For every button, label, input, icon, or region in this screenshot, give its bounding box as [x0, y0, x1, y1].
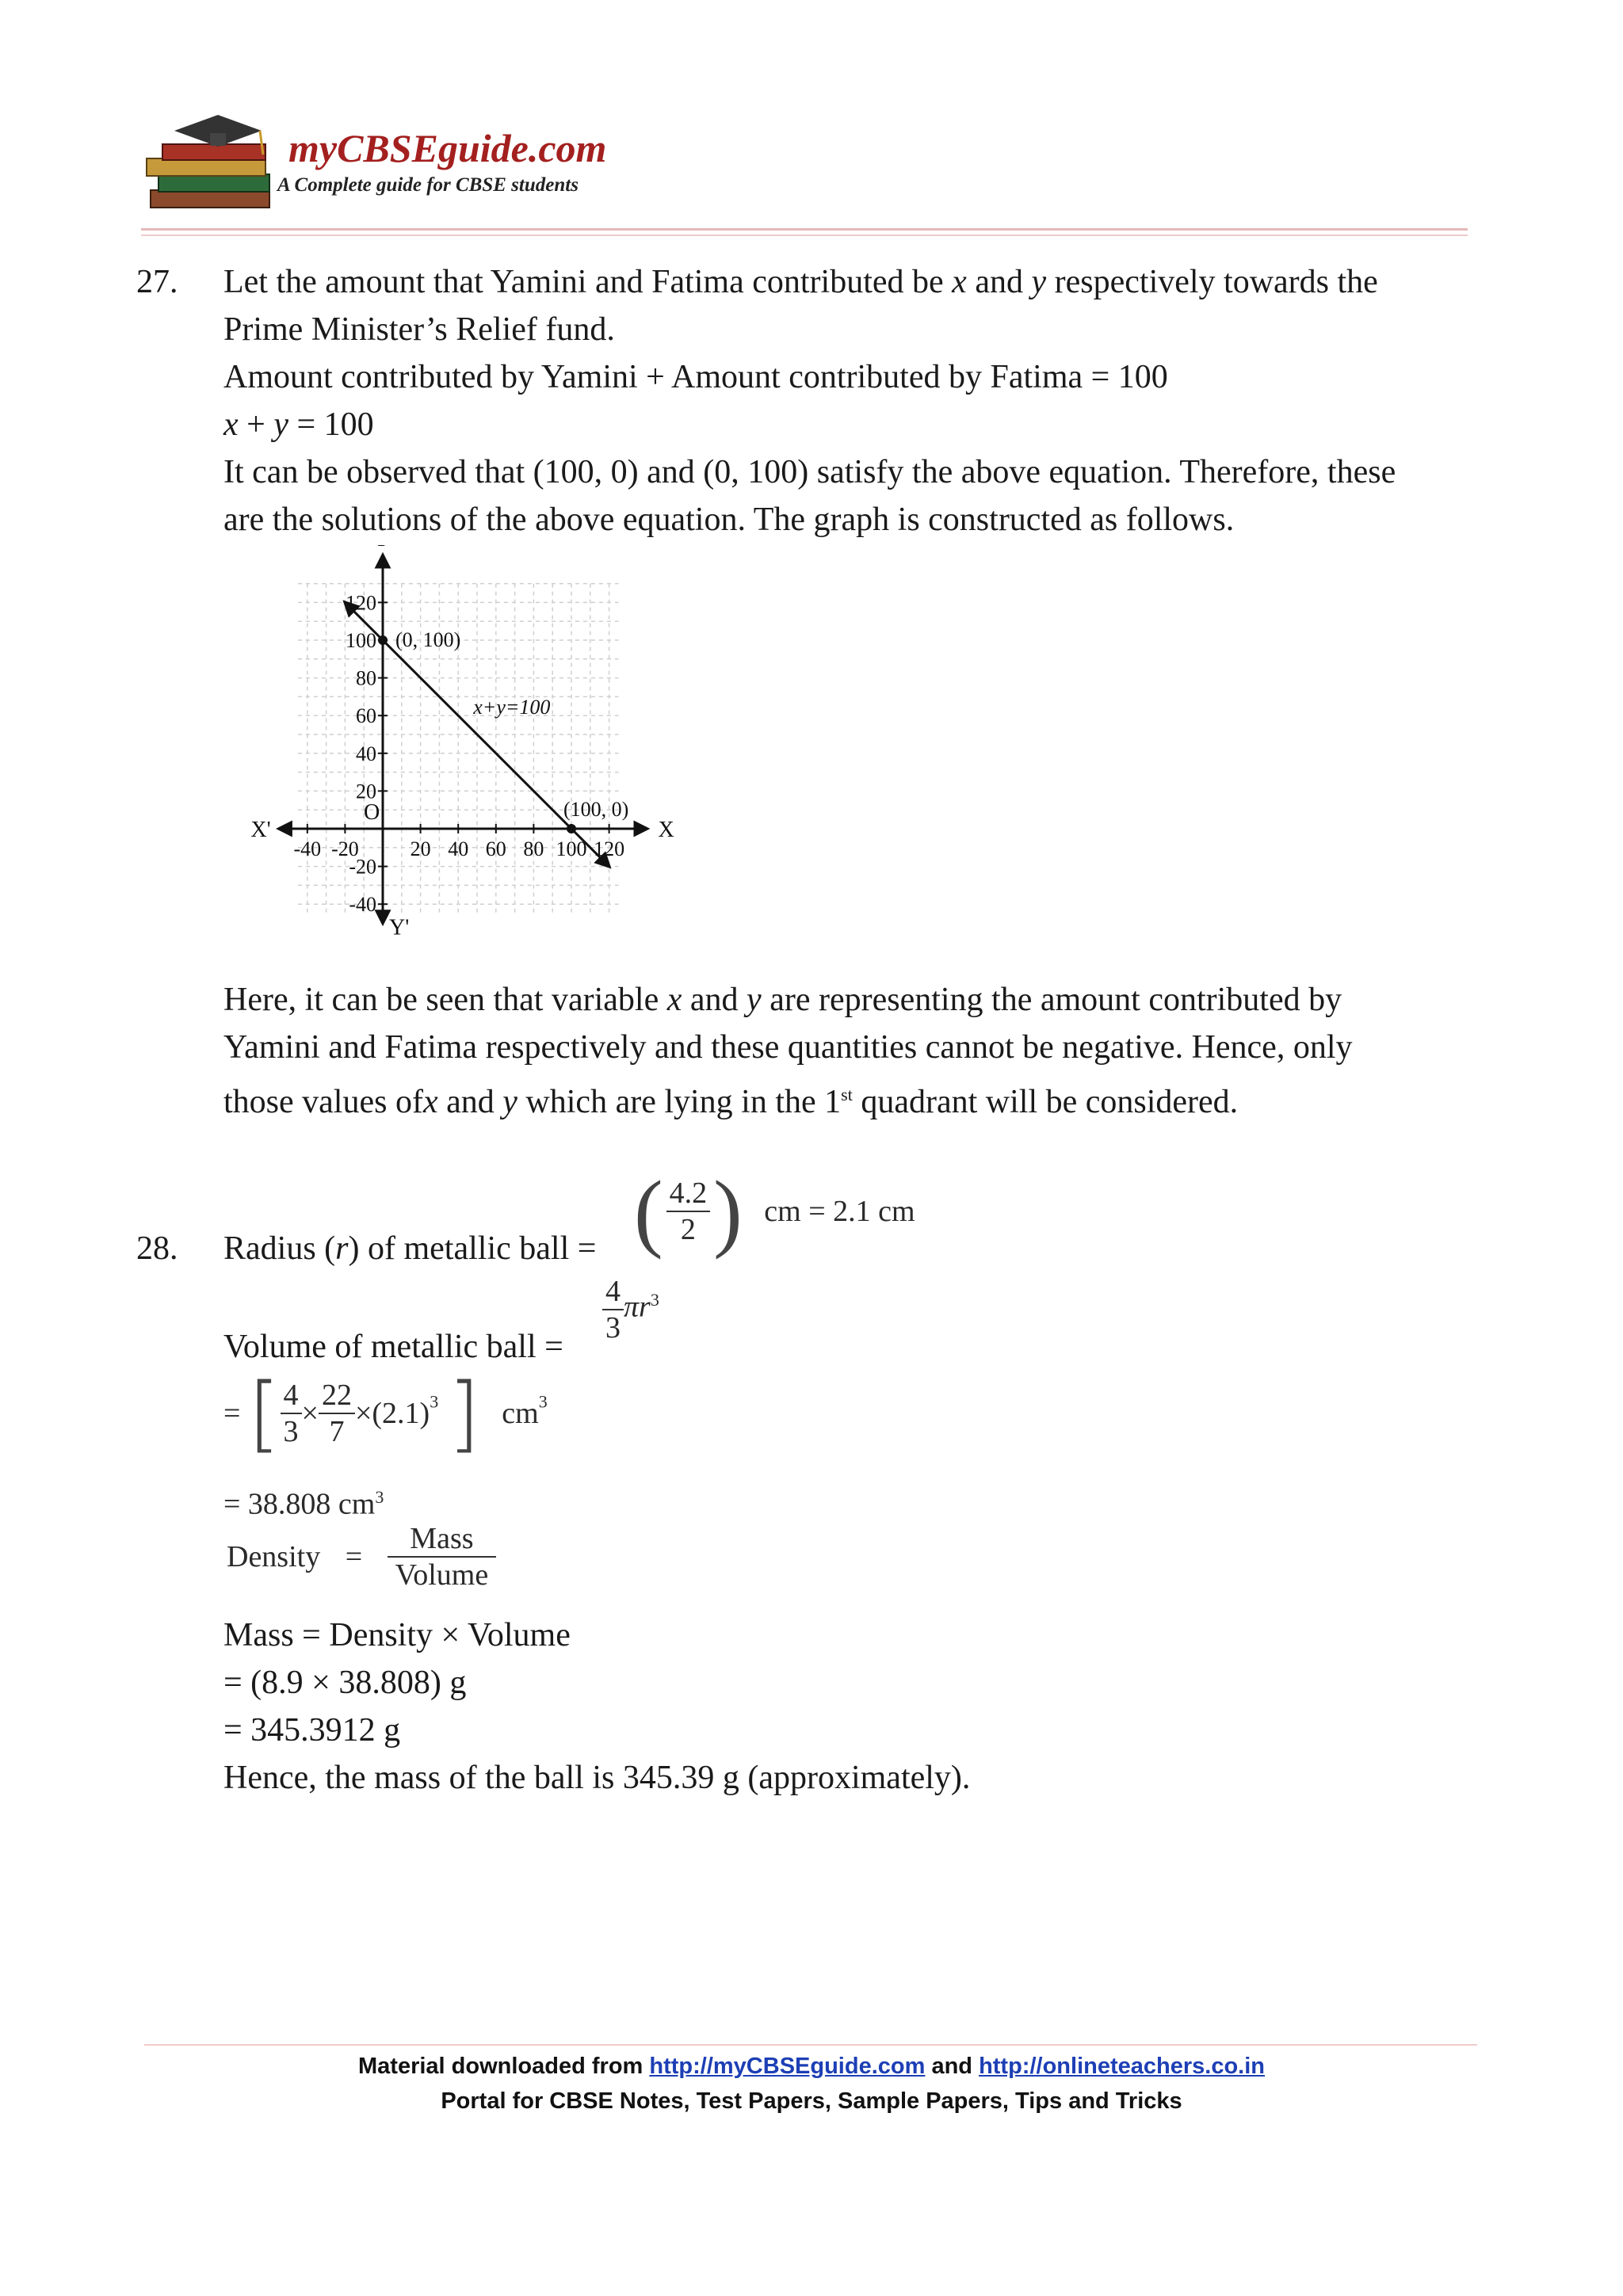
x-tick-label: 100 — [556, 837, 587, 860]
volume-calculation: = [ $\frac{4}{3}$ × $\frac{22}{7}$ $\times(2.1)^3$ ] $cm^3$ — [223, 1365, 548, 1462]
line-graph — [214, 545, 705, 973]
y-tick-label: 20 — [356, 780, 376, 803]
series-line-label: x+y=100 — [473, 695, 551, 719]
q27-line-3: Amount contributed by Yamini + Amount contributed by Fatima = 100 — [223, 359, 1168, 395]
books-logo-icon — [143, 111, 285, 214]
y-tick-label: 80 — [356, 666, 376, 690]
origin-label: O — [364, 800, 380, 825]
x-tick-label: 80 — [523, 837, 544, 860]
data-point — [378, 635, 388, 645]
data-point — [567, 824, 576, 833]
q28-radius-line: Radius (r) of metallic ball = — [223, 1230, 597, 1267]
header-divider-thin — [141, 235, 1468, 236]
brand-name: myCBSEguide.com — [288, 126, 607, 170]
volume-result: = 38.808 $cm^3$ — [223, 1487, 384, 1521]
graph-container — [214, 545, 705, 973]
q28-conclusion: Hence, the mass of the ball is 345.39 g (approximately). — [223, 1760, 971, 1796]
question-number-28: 28. — [136, 1230, 178, 1267]
y-tick-label: -20 — [349, 855, 376, 879]
x-tick-label: 60 — [485, 837, 506, 860]
axes — [279, 555, 647, 923]
axis-label-y-neg: Y' — [389, 915, 410, 940]
q27-line-5: It can be observed that (100, 0) and (0, 100) satisfy the above equation. Therefore, these — [223, 454, 1396, 490]
mass-line-2: = (8.9 × 38.808) g — [223, 1665, 467, 1701]
y-tick-label: 40 — [356, 742, 376, 765]
q27-line-6: are the solutions of the above equation. The graph is constructed as follows. — [223, 502, 1235, 538]
data-point-label: (100, 0) — [563, 798, 629, 821]
footer-link-mycbseguide[interactable]: http://myCBSEguide.com — [649, 2054, 926, 2079]
q27-after-3: those values ofx and y which are lying in the 1st quadrant will be considered. — [223, 1084, 1239, 1120]
x-tick-label: 20 — [410, 837, 431, 860]
y-tick-label: 100 — [346, 629, 376, 652]
y-tick-label: 120 — [346, 591, 376, 615]
axis-label-x: X — [658, 818, 674, 842]
footer-line-1: Material downloaded from http://myCBSEguide.com and http://onlineteachers.co.in — [358, 2054, 1265, 2079]
mass-line-3: = 345.3912 g — [223, 1712, 401, 1749]
footer-link-onlineteachers[interactable]: http://onlineteachers.co.in — [979, 2054, 1265, 2079]
radius-formula: ( $\frac{4.2}{2}$ ) cm = 2.1 cm — [634, 1163, 915, 1260]
density-formula: Density = $\frac{\text{Mass}}{\text{Volume}}$ — [227, 1521, 496, 1592]
q27-line-1: Let the amount that Yamini and Fatima contributed be x and y respectively towards the — [223, 264, 1378, 300]
brand-tagline: A Complete guide for CBSE students — [277, 174, 579, 196]
logo — [143, 111, 285, 214]
axis-label-y — [373, 545, 389, 551]
x-tick-label: 40 — [448, 837, 469, 860]
labels — [250, 545, 674, 940]
mass-line-1: Mass = Density × Volume — [223, 1617, 571, 1653]
y-tick-label: -40 — [349, 893, 376, 917]
q28-volume-line: Volume of metallic ball = — [223, 1329, 563, 1365]
question-number-27: 27. — [136, 264, 178, 300]
data-point-label: (0, 100) — [395, 628, 461, 651]
x-tick-label: -20 — [331, 837, 359, 860]
q27-line-2: Prime Minister’s Relief fund. — [223, 311, 615, 348]
q27-after-1: Here, it can be seen that variable x and y are representing the amount contributed by — [223, 982, 1342, 1018]
volume-formula: $\frac{4}{3}$ $\pi r^3$ — [602, 1274, 659, 1345]
q27-after-2: Yamini and Fatima respectively and these quantities cannot be negative. Hence, only — [223, 1029, 1353, 1066]
header-divider — [141, 228, 1468, 231]
axis-label-x-neg: X' — [250, 818, 271, 842]
x-tick-label: -40 — [293, 837, 322, 860]
y-tick-label: 60 — [356, 704, 376, 728]
footer-divider — [144, 2044, 1477, 2046]
footer-line-2: Portal for CBSE Notes, Test Papers, Sample Papers, Tips and Tricks — [441, 2088, 1182, 2114]
q27-equation: x + y = 100 — [223, 406, 374, 443]
x-tick-label: 120 — [594, 837, 625, 860]
